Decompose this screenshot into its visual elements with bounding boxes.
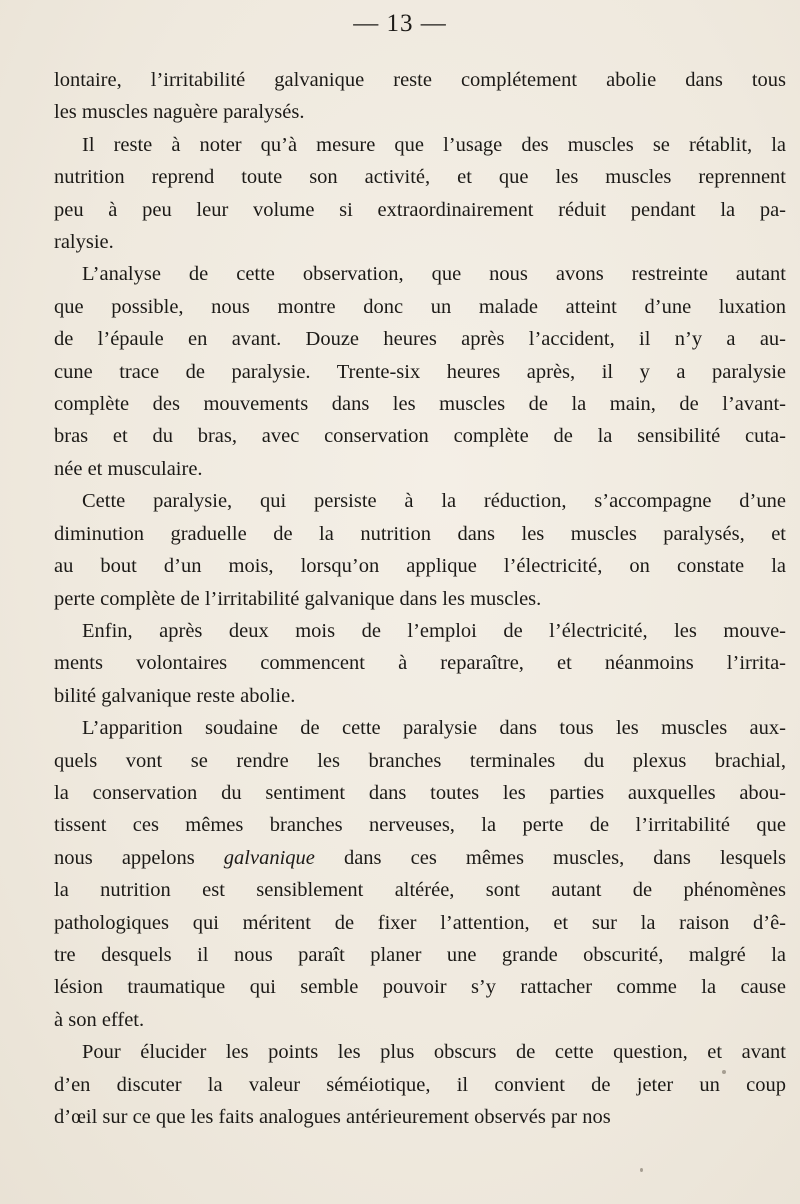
- paragraph: [54, 258, 786, 485]
- text-line: de l’épaule en avant. Douze heures après l’accident, il n’y a au-: [54, 328, 786, 351]
- paragraph: [54, 1036, 786, 1133]
- text-line: L’analyse de cette observation, que nous avons restreinte autant: [82, 263, 786, 286]
- text-line: d’en discuter la valeur séméiotique, il convient de jeter un coup: [54, 1073, 786, 1096]
- text-line: que possible, nous montre donc un malade atteint d’une luxation: [54, 295, 786, 318]
- text-line: la nutrition est sensiblement altérée, sont autant de phénomènes: [54, 879, 786, 902]
- paper-speck: [640, 1168, 643, 1172]
- text-line: ments volontaires commencent à reparaître, et néanmoins l’irrita-: [54, 652, 786, 675]
- text-line: bilité galvanique reste abolie.: [54, 684, 296, 707]
- body-text: [54, 64, 786, 1133]
- text-line: lésion traumatique qui semble pouvoir s’y rattacher comme la cause: [54, 976, 786, 999]
- text-line: diminution graduelle de la nutrition dans les muscles paralysés, et: [54, 522, 786, 545]
- text-line: Enfin, après deux mois de l’emploi de l’électricité, les mouve-: [82, 619, 786, 642]
- paragraph: [54, 485, 786, 615]
- text-line: Il reste à noter qu’à mesure que l’usage des muscles se rétablit, la: [82, 133, 786, 156]
- text-line: nutrition reprend toute son activité, et que les muscles reprennent: [54, 166, 786, 189]
- text-line: nous appelons galvanique dans ces mêmes muscles, dans lesquels: [54, 846, 786, 869]
- text-line: peu à peu leur volume si extraordinairement réduit pendant la pa-: [54, 198, 786, 221]
- text-line: née et musculaire.: [54, 457, 203, 480]
- text-line: Pour élucider les points les plus obscurs de cette question, et avant: [82, 1041, 786, 1064]
- text-line: lontaire, l’irritabilité galvanique reste complétement abolie dans tous: [54, 69, 786, 91]
- text-line: tre desquels il nous paraît planer une grande obscurité, malgré la: [54, 943, 786, 966]
- text-line: d’œil sur ce que les faits analogues antérieurement observés par nos: [54, 1106, 611, 1128]
- text-line: quels vont se rendre les branches terminales du plexus brachial,: [54, 749, 786, 772]
- text-line: pathologiques qui méritent de fixer l’attention, et sur la raison d’ê-: [54, 911, 786, 934]
- text-line: perte complète de l’irritabilité galvanique dans les muscles.: [54, 587, 542, 610]
- text-line: complète des mouvements dans les muscles de la main, de l’avant-: [54, 393, 786, 416]
- paragraph: [54, 615, 786, 712]
- text-line: à son effet.: [54, 1008, 145, 1031]
- text-line: bras et du bras, avec conservation complète de la sensibilité cuta-: [54, 425, 786, 448]
- text-line: Cette paralysie, qui persiste à la réduction, s’accompagne d’une: [82, 490, 786, 513]
- paragraph: [54, 712, 786, 1036]
- page-number: — 13 —: [353, 10, 447, 37]
- italic-term: galvanique: [223, 846, 315, 869]
- text-line: les muscles naguère paralysés.: [54, 101, 305, 124]
- paragraph: [54, 129, 786, 259]
- paragraph: [54, 64, 786, 129]
- text-line: cune trace de paralysie. Trente-six heures après, il y a paralysie: [54, 360, 786, 383]
- text-line: L’apparition soudaine de cette paralysie dans tous les muscles aux-: [82, 717, 786, 740]
- text-line: tissent ces mêmes branches nerveuses, la perte de l’irritabilité que: [54, 814, 786, 837]
- text-line: la conservation du sentiment dans toutes les parties auxquelles abou-: [54, 781, 786, 804]
- paper-speck: [722, 1070, 726, 1074]
- text-line: ralysie.: [54, 231, 114, 254]
- text-line: au bout d’un mois, lorsqu’on applique l’électricité, on constate la: [54, 555, 786, 578]
